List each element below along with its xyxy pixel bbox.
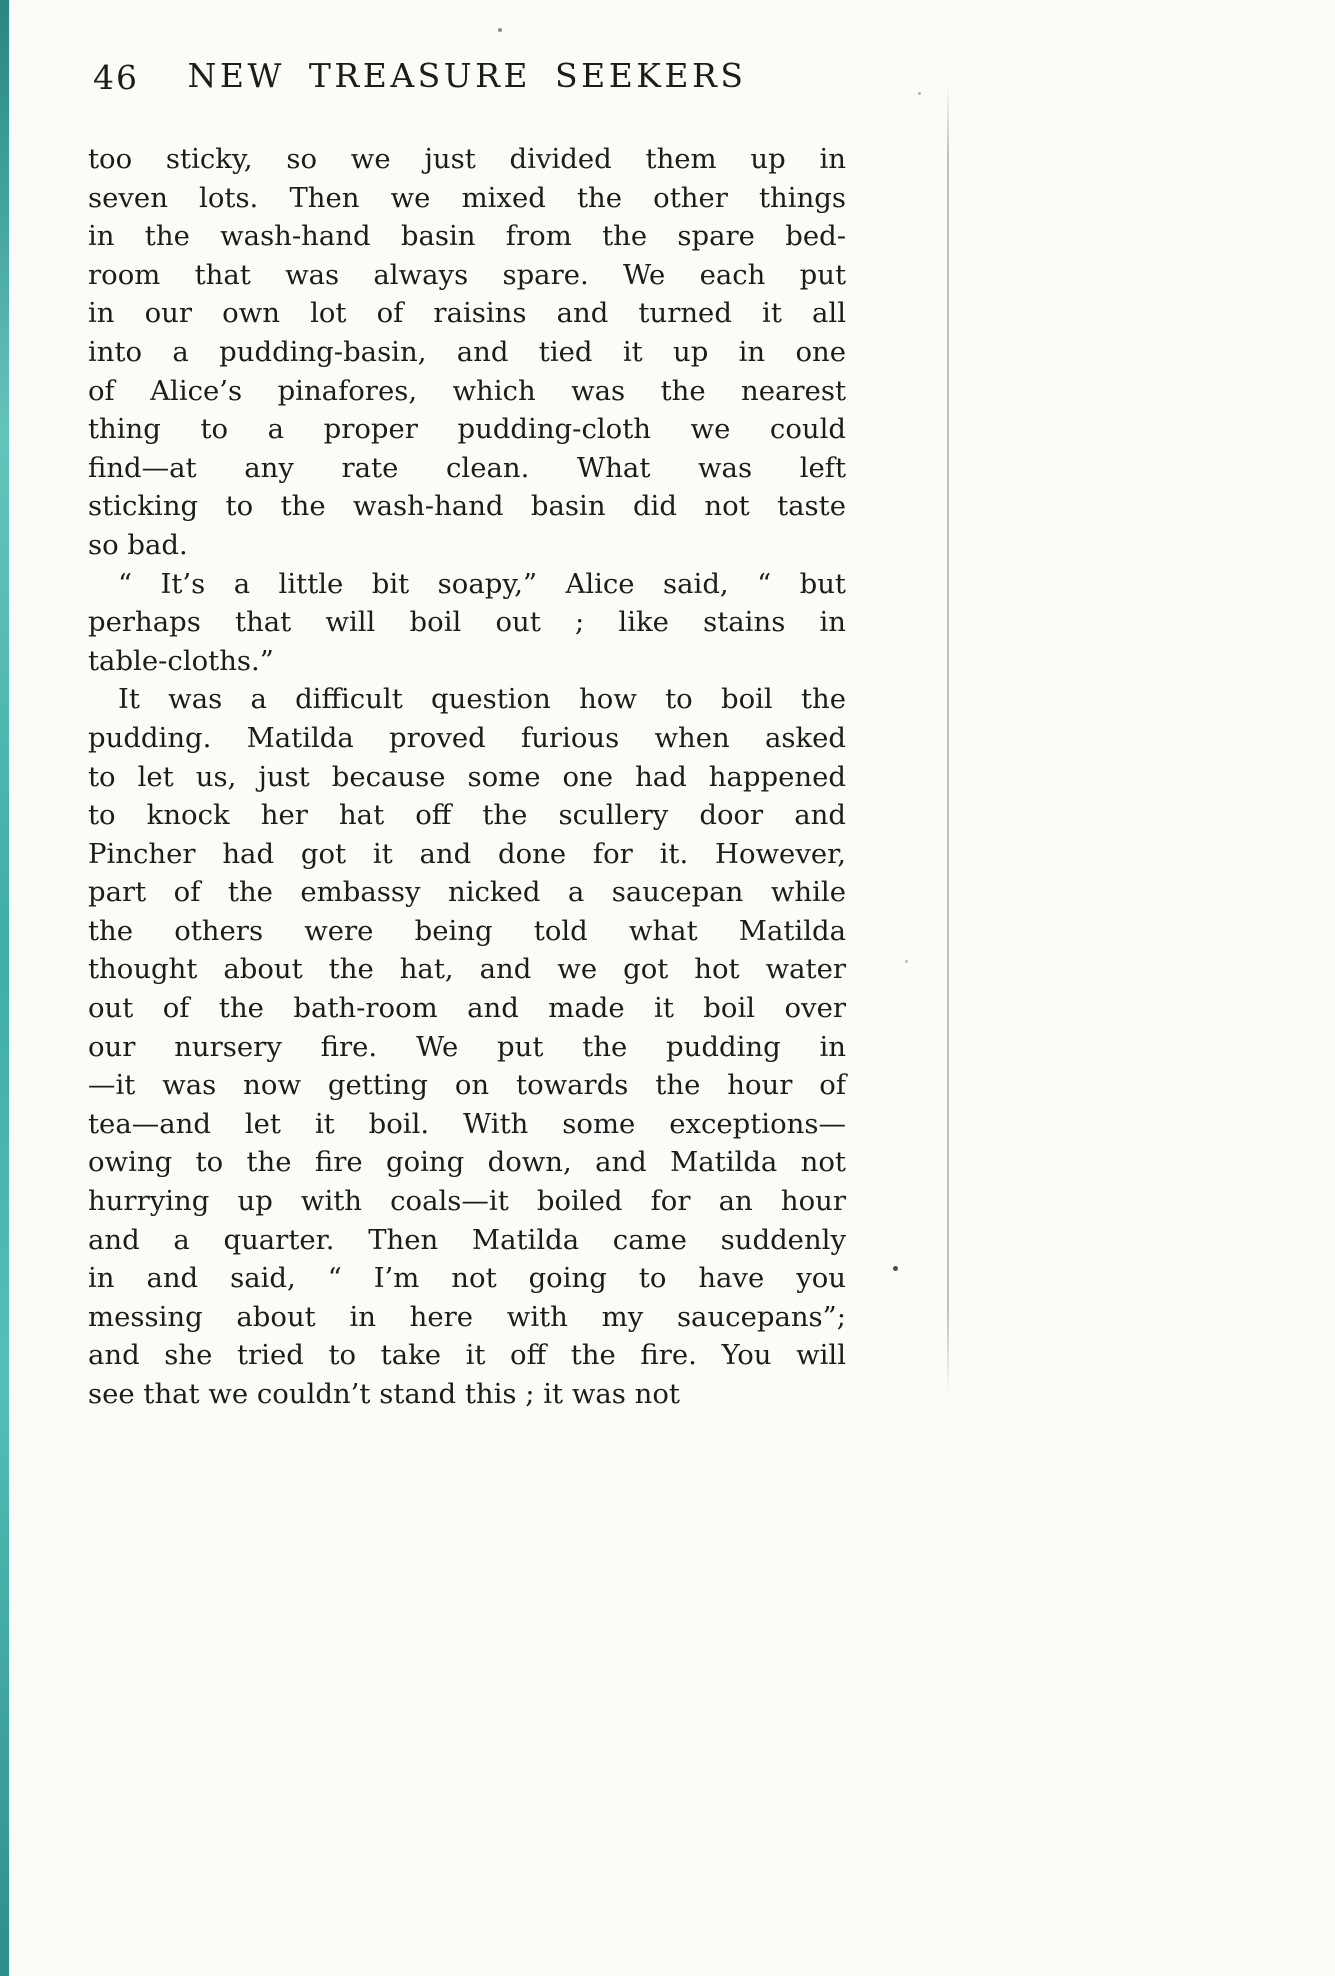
scan-speck: [498, 28, 502, 32]
text-line: room that was always spare. We each put: [88, 258, 846, 291]
text-line: in the wash-hand basin from the spare bed-: [88, 220, 846, 253]
text-line: and a quarter. Then Matilda came suddenly: [88, 1223, 846, 1256]
text-line: part of the embassy nicked a saucepan while: [88, 876, 846, 909]
paragraph: [88, 680, 846, 1413]
text-line: sticking to the wash-hand basin did not taste: [88, 490, 846, 523]
scan-speck: [905, 960, 908, 963]
text-line: to let us, just because some one had happened: [88, 760, 846, 793]
paragraph: [88, 140, 846, 565]
text-line: our nursery fire. We put the pudding in: [88, 1030, 846, 1063]
text-line: the others were being told what Matilda: [88, 914, 846, 947]
text-line: hurrying up with coals—it boiled for an hour: [88, 1185, 846, 1218]
text-line: find—at any rate clean. What was left: [88, 451, 846, 484]
text-line: “ It’s a little bit soapy,” Alice said, “ but: [118, 567, 846, 600]
text-line: to knock her hat off the scullery door and: [88, 799, 846, 832]
paragraph: [88, 565, 846, 681]
text-line: table-cloths.”: [88, 644, 274, 677]
text-line: into a pudding-basin, and tied it up in one: [88, 335, 846, 368]
text-line: seven lots. Then we mixed the other things: [88, 181, 846, 214]
scan-speck: [893, 1266, 898, 1271]
scan-speck: [918, 92, 921, 95]
text-line: and she tried to take it off the fire. You will: [88, 1339, 846, 1372]
text-line: —it was now getting on towards the hour of: [88, 1069, 846, 1102]
scan-edge-strip: [0, 0, 9, 1976]
page-number: 46: [93, 58, 139, 97]
text-line: Pincher had got it and done for it. However,: [88, 837, 846, 870]
text-line: too sticky, so we just divided them up in: [88, 143, 846, 175]
text-line: thought about the hat, and we got hot water: [88, 953, 846, 986]
text-line: so bad.: [88, 528, 188, 561]
text-line: in and said, “ I’m not going to have you: [88, 1262, 846, 1295]
text-line: tea—and let it boil. With some exceptions—: [88, 1107, 846, 1140]
text-line: perhaps that will boil out ; like stains in: [88, 606, 846, 639]
page-header: [88, 56, 846, 102]
text-line: pudding. Matilda proved furious when asked: [88, 721, 846, 754]
text-line: thing to a proper pudding-cloth we could: [88, 413, 846, 446]
text-line: It was a difficult question how to boil the: [118, 683, 846, 716]
text-line: messing about in here with my saucepans”;: [88, 1300, 846, 1333]
text-block: [88, 140, 846, 1414]
text-line: see that we couldn’t stand this ; it was not: [88, 1378, 680, 1410]
text-line: owing to the fire going down, and Matilda not: [88, 1146, 846, 1179]
text-line: in our own lot of raisins and turned it all: [88, 297, 846, 330]
text-line: of Alice’s pinafores, which was the nearest: [88, 374, 846, 407]
scan-fold-line: [947, 86, 949, 1394]
text-line: out of the bath-room and made it boil over: [88, 992, 846, 1025]
running-title: NEW TREASURE SEEKERS: [187, 56, 747, 95]
